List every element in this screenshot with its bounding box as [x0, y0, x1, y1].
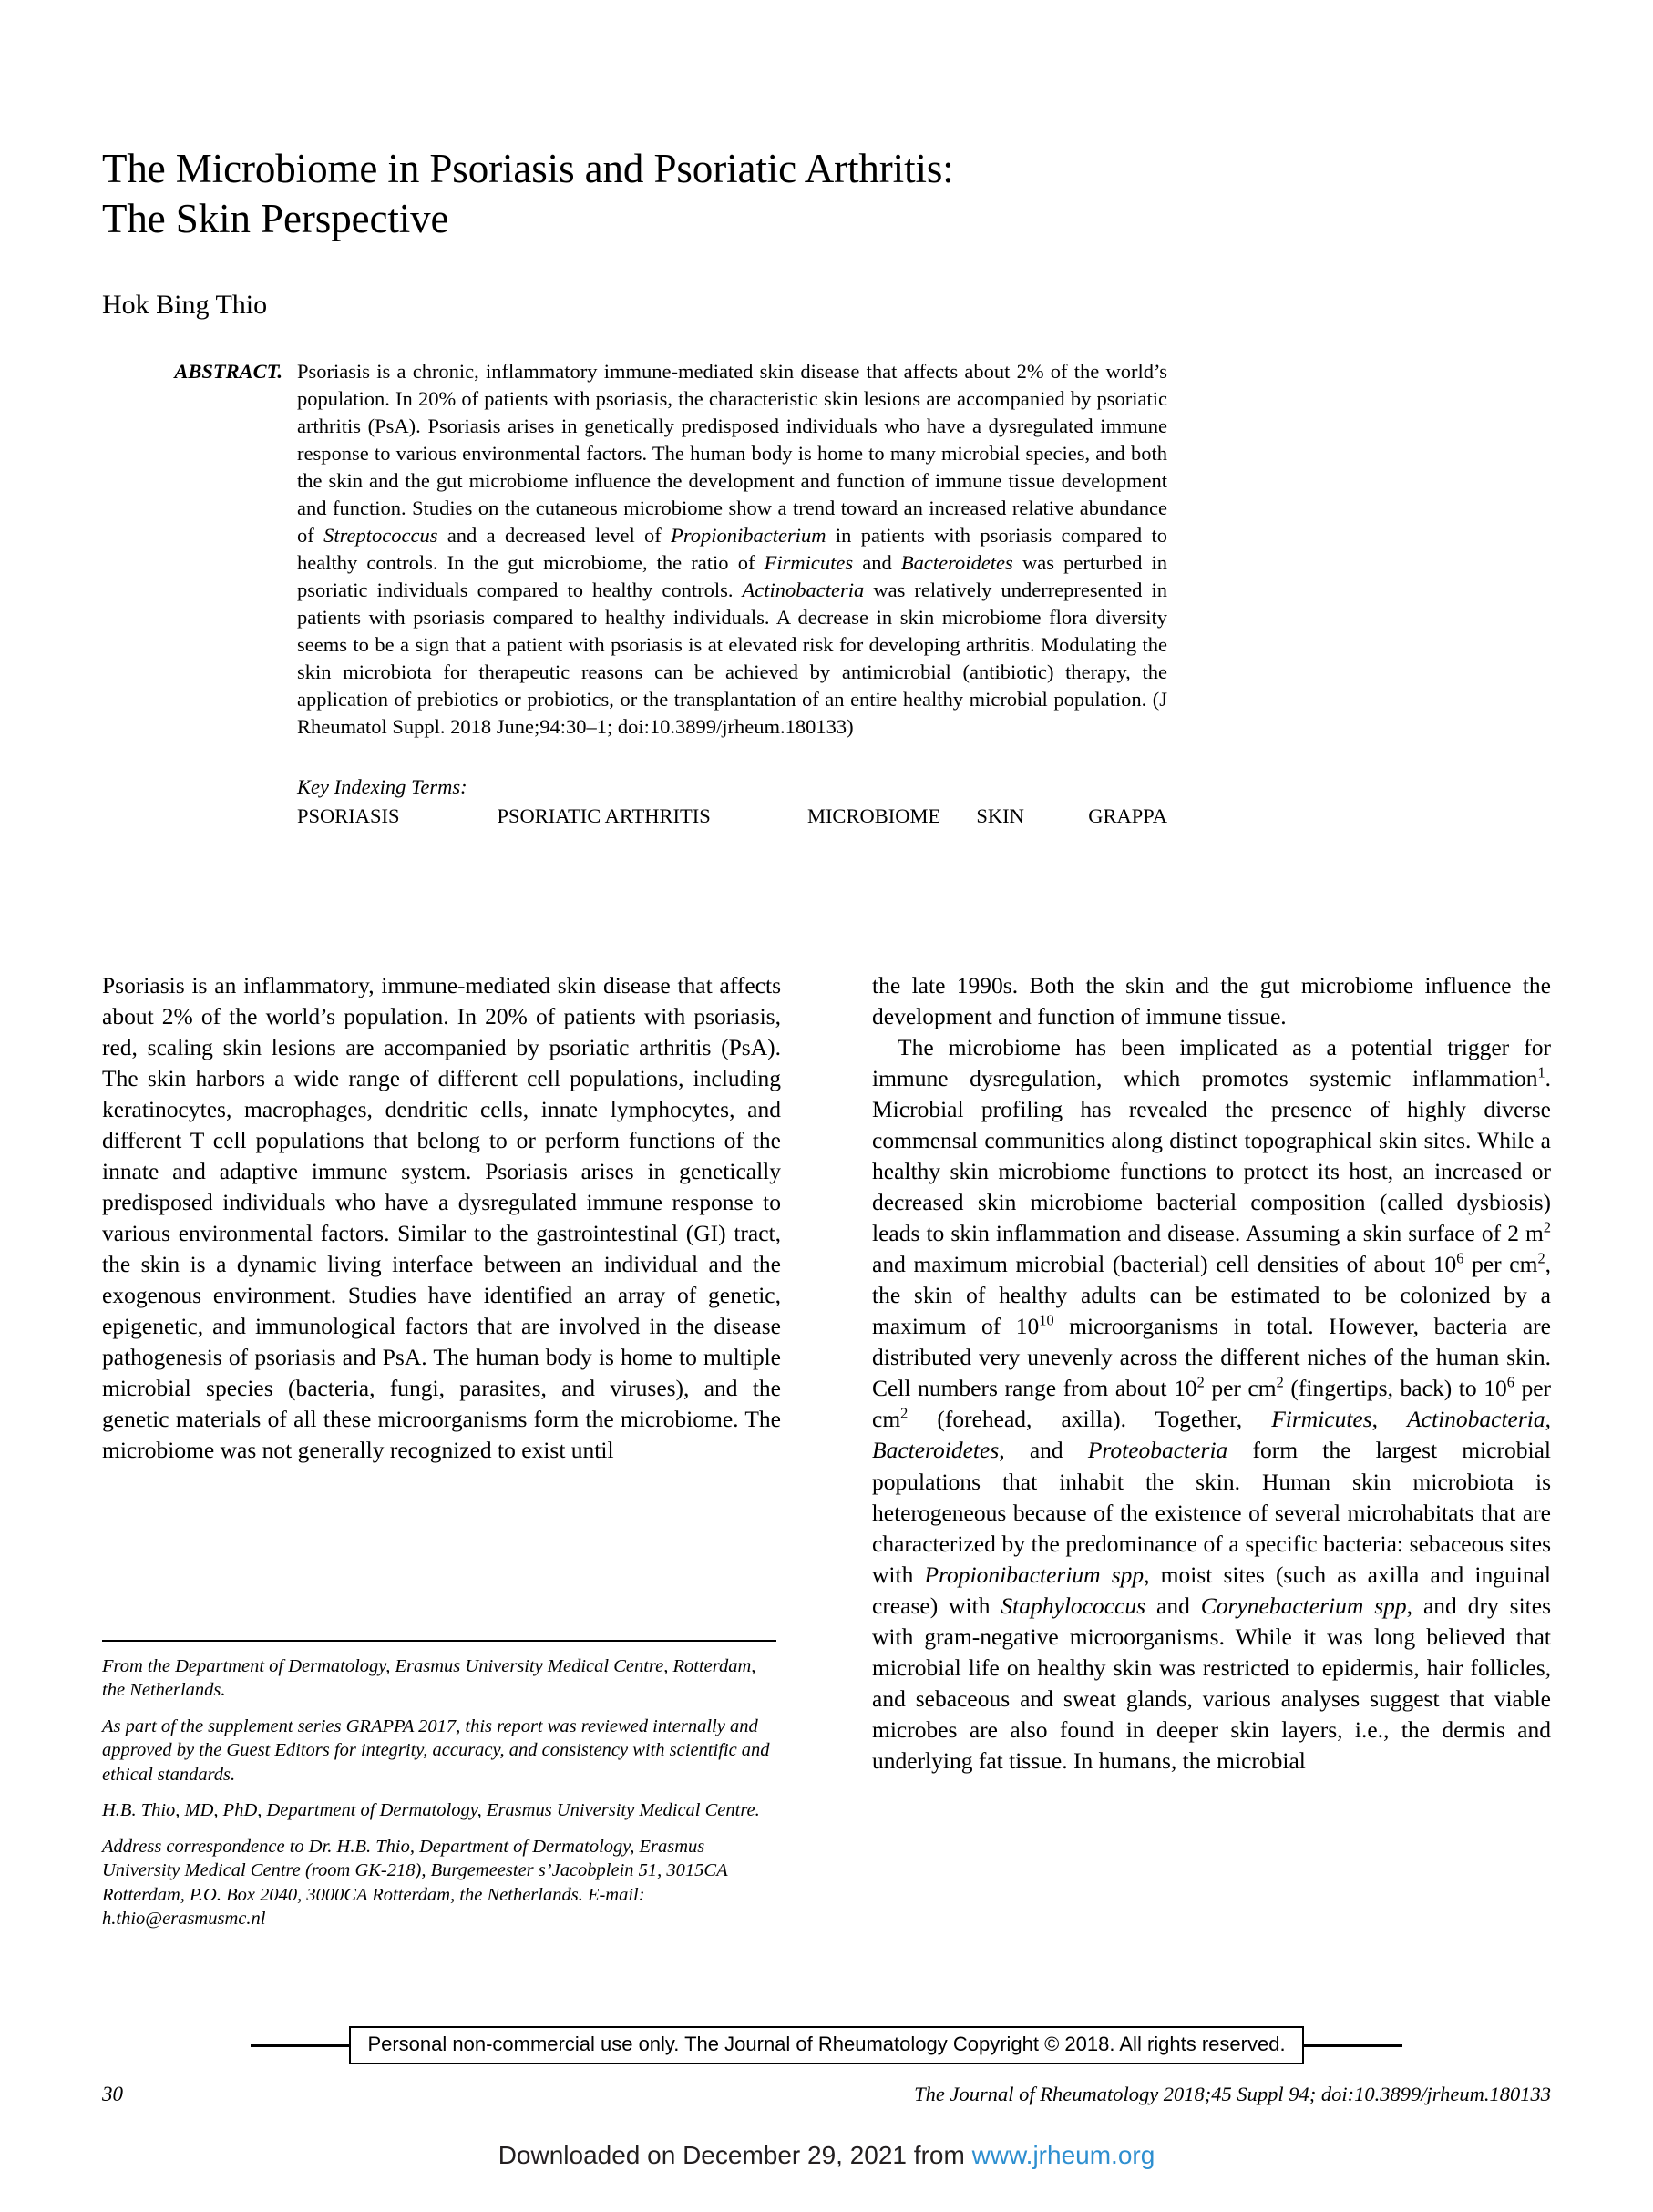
rp2-seg-i: per cm: [872, 1375, 1552, 1433]
exponent-2a: 2: [1543, 1218, 1551, 1236]
abstract-text-1: Psoriasis is a chronic, inflammatory immune-mediated skin disease that affects about 2% of the world’s population. In 20% of patients with psoriasis, the characteristic skin lesions are accompanied by psoriatic arthritis (PsA). Psoriasis arises in genetically predisposed individuals who have a dysregulated immune response to various environmental factors. The human body is home to many microbial species, and both the skin and the gut microbiome influence the development and function of immune tissue development and function. Studies on the cutaneous microbiome show a trend toward an increased relative abundance of: [297, 360, 1167, 548]
italic-actinobacteria: Actinobacteria: [1407, 1406, 1545, 1433]
exponent-6b: 6: [1506, 1373, 1514, 1391]
italic-firmicutes: Firmicutes: [1271, 1406, 1372, 1433]
rp2-seg-o: , moist sites (such as axilla and inguinal crease) with: [872, 1561, 1551, 1619]
download-bar: [0, 2141, 1653, 2170]
page-number: 30: [102, 2083, 123, 2105]
copyright-banner-row: [0, 2027, 1653, 2064]
exponent-6a: 6: [1456, 1249, 1464, 1267]
italic-propionibacterium-spp: Propionibacterium spp: [924, 1561, 1145, 1588]
key-term-microbiome: MICROBIOME: [806, 804, 941, 828]
rp2-seg-k: ,: [1371, 1406, 1408, 1433]
rp2-seg-b: . Microbial profiling has revealed the presence of highly diverse commensal communities along distinct topographical skin sites. While a healthy skin microbiome functions to protect its host, an increased or decreased skin microbiome bacterial composition (called dysbiosis) leads to skin inflammation and disease. Assuming a skin surface of 2 m: [872, 1065, 1551, 1247]
italic-proteobacteria: Proteobacteria: [1087, 1437, 1228, 1464]
key-term-grappa: GRAPPA: [1088, 804, 1167, 828]
body-column-right: [872, 970, 1551, 1777]
footnote-author-credentials: H.B. Thio, MD, PhD, Department of Dermatology, Erasmus University Medical Centre.: [102, 1800, 760, 1821]
exponent-2b: 2: [1537, 1249, 1545, 1267]
abstract-text-6: was relatively underrepresented in patients with psoriasis compared to healthy individuals. A decrease in skin microbiome flora diversity seems to be a sign that a patient with psoriasis is at elevated risk for developing arthritis. Modulating the skin microbiota for therapeutic reasons can be achieved by antimicrobial (antibiotic) therapy, the application of prebiotics or probiotics, or the transplantation of an entire healthy microbial population. (J Rheumatol Suppl. 2018 June;94:30–1; doi:10.3899/jrheum.180133): [297, 579, 1167, 739]
abstract-label: ABSTRACT.: [174, 360, 282, 383]
key-terms-row: [297, 804, 1167, 828]
rp2-seg-h: (fingertips, back) to 10: [1283, 1375, 1507, 1402]
rp2-seg-j: (forehead, axilla). Together,: [908, 1406, 1272, 1433]
key-terms-label: Key Indexing Terms:: [297, 775, 467, 799]
left-paragraph-1: Psoriasis is an inflammatory, immune-mediated skin disease that affects about 2% of the world’s population. In 20% of patients with psoriasis, red, scaling skin lesions are accompanied by psoriatic arthritis (PsA). The skin harbors a wide range of different cell populations, including keratinocytes, macrophages, dendritic cells, innate lymphocytes, and different T cell populations that belong to or perform functions of the innate and adaptive immune system. Psoriasis arises in genetically predisposed individuals who have a dysregulated immune response to various environmental factors. Similar to the gastrointestinal (GI) tract, the skin is a dynamic living interface between an individual and the exogenous environment. Studies have identified an array of genetic, epigenetic, and immunological factors that are involved in the disease pathogenesis of psoriasis and PsA. The human body is home to multiple microbial species (bacteria, fungi, parasites, and viruses), and the genetic materials of all these microorganisms form the microbiome. The microbiome was not generally recognized to exist until: [102, 972, 781, 1464]
italic-corynebacterium-spp: Corynebacterium spp: [1200, 1592, 1407, 1619]
journal-reference: The Journal of Rheumatology 2018;45 Suppl 94; doi:10.3899/jrheum.180133: [914, 2083, 1551, 2105]
rp2-seg-d: per cm: [1463, 1251, 1538, 1278]
abstract-italic-actinobacteria: Actinobacteria: [742, 579, 865, 602]
title-line-1: The Microbiome in Psoriasis and Psoriatic Arthritis:: [102, 146, 954, 192]
rp2-seg-m: , and: [999, 1437, 1088, 1464]
banner-rule-left: [251, 2044, 349, 2047]
download-text: Downloaded on December 29, 2021 from: [498, 2141, 972, 2169]
right-paragraph-2: [872, 1032, 1551, 1777]
rp2-seg-a: The microbiome has been implicated as a potential trigger for immune dysregulation, which promotes systemic inflammation: [872, 1034, 1551, 1092]
rp2-seg-n: form the largest microbial populations that inhabit the skin. Human skin microbiota is heterogeneous because of the existence of several microhabitats that are characterized by the predominance of a specific bacteria: sebaceous sites with: [872, 1437, 1551, 1588]
right-paragraph-1: the late 1990s. Both the skin and the gut microbiome influence the development and function of immune tissue.: [872, 972, 1551, 1030]
footnote-block: [102, 1654, 776, 1942]
body-column-left: [102, 970, 781, 1467]
rp2-seg-e: , the skin of healthy adults can be estimated to be colonized by a maximum of 10: [872, 1251, 1551, 1340]
banner-rule-right: [1304, 2044, 1402, 2047]
abstract-text-4: and: [853, 551, 901, 575]
copyright-banner: Personal non-commercial use only. The Journal of Rheumatology Copyright © 2018. All rights reserved.: [349, 2026, 1303, 2064]
rp2-seg-l: ,: [1545, 1406, 1552, 1433]
rp2-seg-g: per cm: [1204, 1375, 1277, 1402]
journal-url-link[interactable]: www.jrheum.org: [971, 2141, 1155, 2169]
abstract-italic-firmicutes: Firmicutes: [764, 551, 854, 575]
abstract-italic-streptococcus: Streptococcus: [323, 524, 438, 548]
abstract-italic-propionibacterium: Propionibacterium: [671, 524, 826, 548]
footnote-affiliation: From the Department of Dermatology, Erasmus University Medical Centre, Rotterdam, the Netherlands.: [102, 1656, 756, 1701]
italic-staphylococcus: Staphylococcus: [1001, 1592, 1146, 1619]
abstract-text-5: was perturbed in psoriatic individuals compared to healthy controls.: [297, 551, 1167, 602]
key-term-psoriatic-arthritis: PSORIATIC ARTHRITIS: [497, 804, 711, 828]
rp2-seg-p: and: [1145, 1592, 1201, 1619]
footnote-correspondence: Address correspondence to Dr. H.B. Thio, Department of Dermatology, Erasmus University Medical Centre (room GK-218), Burgemeester s’Jacobplein 51, 3015CA Rotterdam, P.O. Box 2040, 3000CA Rotterdam, the Netherlands. E-mail: h.thio@erasmusmc.nl: [102, 1836, 728, 1929]
rp2-seg-q: , and dry sites with gram-negative microorganisms. While it was long believed that microbial life on healthy skin was restricted to epidermis, hair follicles, and sebaceous and sweat glands, various analyses suggest that viable microbes are also found in deeper skin layers, i.e., the dermis and underlying fat tissue. In humans, the microbial: [872, 1592, 1551, 1774]
exponent-2e: 2: [900, 1404, 909, 1422]
italic-bacteroidetes: Bacteroidetes: [872, 1437, 1000, 1464]
author-name: Hok Bing Thio: [102, 290, 268, 320]
abstract-text-3: in patients with psoriasis compared to healthy controls. In the gut microbiome, the ratio of: [297, 524, 1168, 575]
exponent-2c: 2: [1196, 1373, 1205, 1391]
abstract-italic-bacteroidetes: Bacteroidetes: [900, 551, 1013, 575]
footnote-supplement-series: As part of the supplement series GRAPPA 2017, this report was reviewed internally and approved by the Guest Editors for integrity, accuracy, and consistency with scientific and ethical standards.: [102, 1715, 770, 1785]
rp2-seg-f: microorganisms in total. However, bacteria are distributed very unevenly across the different niches of the human skin. Cell numbers range from about 10: [872, 1313, 1551, 1402]
key-term-psoriasis: PSORIASIS: [297, 804, 400, 828]
exponent-10: 10: [1039, 1311, 1054, 1329]
rp2-seg-c: and maximum microbial (bacterial) cell densities of about 10: [872, 1251, 1457, 1278]
abstract-section: [146, 358, 1166, 828]
exponent-2d: 2: [1276, 1373, 1284, 1391]
title-line-2: The Skin Perspective: [102, 196, 449, 242]
reference-superscript-1: 1: [1537, 1063, 1545, 1081]
abstract-text-2: and a decreased level of: [437, 524, 672, 548]
key-term-skin: SKIN: [976, 804, 1024, 828]
page-title: [102, 144, 1524, 244]
footnote-divider: [102, 1640, 776, 1642]
abstract-body: [297, 358, 1167, 741]
